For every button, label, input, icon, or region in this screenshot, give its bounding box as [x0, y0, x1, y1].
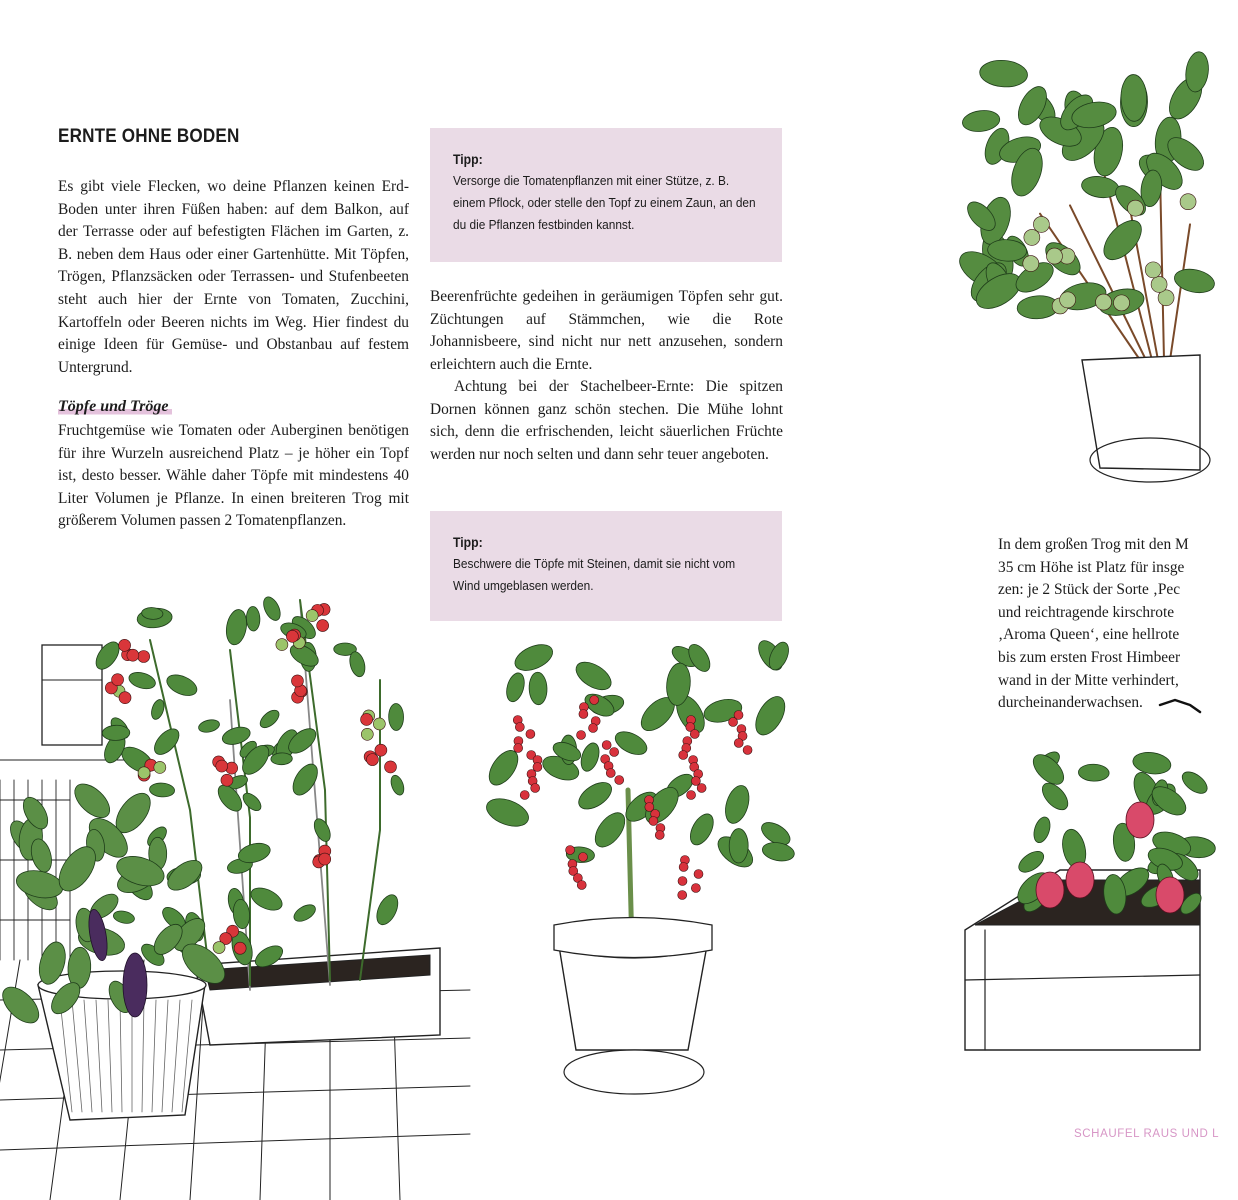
- right-line: durcheinanderwachsen.: [998, 694, 1143, 712]
- fruit: [317, 620, 329, 632]
- leaf: [1131, 750, 1172, 776]
- fruit: [577, 881, 586, 890]
- leaf: [961, 108, 1001, 133]
- right-line: 35 cm Höhe ist Platz für insge: [998, 558, 1185, 576]
- fruit: [610, 748, 619, 757]
- fruit: [577, 731, 586, 740]
- leaf: [686, 810, 718, 848]
- raspberry: [1036, 872, 1064, 908]
- leaf: [1172, 266, 1216, 296]
- right-column-text: [998, 534, 1238, 715]
- section-paragraph: Fruchtgemüse wie Tomaten oder Auberginen benötigen für ihre Wurzeln ausreichend Platz – je höher ein Topf ist, desto besser. Wähle daher Töpfe mit mindestens 40 Liter Volumen je Pflanze. In einen breiteren Trog mit größerem Volumen passen 2 Tomatenpflanzen.: [58, 422, 409, 530]
- fruit: [687, 791, 696, 800]
- tip-box-2-text: Beschwere die Töpfe mit Steinen, damit sie nicht vom Wind umgeblasen werden.: [453, 556, 736, 593]
- tip-box-1-text: Versorge die Tomatenpflanzen mit einer Stütze, z. B. einem Pflock, oder stelle den Topf zu einem Zaun, an den du die Pflanzen festbinden kannst.: [453, 173, 756, 232]
- running-footer: SCHAUFEL RAUS UND L: [1074, 1128, 1220, 1140]
- leaf: [1080, 174, 1120, 200]
- fruit: [690, 730, 699, 739]
- fruit: [514, 744, 523, 753]
- leaf: [979, 59, 1029, 89]
- fruit: [213, 942, 225, 954]
- fruit: [361, 713, 373, 725]
- fruit: [679, 863, 688, 872]
- fruit: [606, 769, 615, 778]
- fruit: [531, 784, 540, 793]
- fruit: [590, 696, 599, 705]
- right-line: ‚Aroma Queen‘, eine hellrote: [998, 626, 1180, 644]
- section-heading: Töpfe und Tröge: [58, 398, 172, 416]
- fruit: [138, 767, 150, 779]
- leaf: [504, 671, 528, 704]
- fruit: [1046, 248, 1062, 264]
- leaf: [721, 783, 753, 827]
- fruit: [291, 675, 303, 687]
- eggplant: [123, 953, 147, 1017]
- tomato-and-eggplant-planters-illustration: [0, 250, 470, 1200]
- fruit: [579, 710, 588, 719]
- leaf: [224, 608, 249, 646]
- section-heading-wrapper: [58, 398, 172, 416]
- fruit: [119, 692, 131, 704]
- fruit: [566, 846, 575, 855]
- fruit: [385, 761, 397, 773]
- fruit: [602, 741, 611, 750]
- leaf: [14, 867, 66, 902]
- fruit: [1180, 194, 1196, 210]
- leaf: [247, 883, 285, 914]
- fruit: [361, 728, 373, 740]
- leaf: [112, 909, 135, 925]
- fruit: [655, 831, 664, 840]
- fruit: [526, 730, 535, 739]
- leaf: [589, 808, 630, 853]
- right-line: In dem großen Trog mit den M: [998, 536, 1189, 553]
- fruit: [515, 723, 524, 732]
- pot-rim: [554, 918, 712, 958]
- fruit: [697, 784, 706, 793]
- leaf: [232, 899, 251, 930]
- redcurrant-standard-pot-illustration: [483, 637, 796, 1094]
- leaf: [578, 741, 603, 774]
- leaf: [288, 760, 322, 799]
- fruit: [138, 651, 150, 663]
- leaf: [761, 840, 796, 863]
- fruit: [375, 744, 387, 756]
- leaf: [149, 782, 175, 797]
- leaf: [1178, 768, 1210, 798]
- stroke: [1170, 224, 1190, 360]
- fruit: [694, 870, 703, 879]
- leaf: [1015, 847, 1047, 876]
- leaf: [1031, 815, 1053, 845]
- leaf: [750, 692, 791, 740]
- stroke: [1160, 172, 1164, 360]
- fruit: [1127, 200, 1143, 216]
- leaf: [246, 606, 260, 631]
- fruit: [1060, 292, 1076, 308]
- leaf: [529, 672, 548, 705]
- leaf: [260, 594, 283, 623]
- fruit: [1145, 262, 1161, 278]
- fruit: [1114, 295, 1130, 311]
- berry-paragraph: Beerenfrüchte gedeihen in geräumigen Töpfen sehr gut. Züchtungen auf Stämmchen, wie die Rote Johannisbeere, sind nicht nur nett anzusehen, sondern erleichtern auch die Ernte.: [430, 288, 783, 373]
- fruit: [1023, 256, 1039, 272]
- fruit: [234, 942, 246, 954]
- stroke: [0, 1134, 470, 1150]
- fruit: [678, 891, 687, 900]
- fruit: [589, 724, 598, 733]
- leaf: [1078, 764, 1109, 782]
- leaf: [257, 707, 282, 731]
- fruit: [1151, 276, 1167, 292]
- leaf: [197, 718, 220, 734]
- fruit: [221, 774, 233, 786]
- fruit: [319, 853, 331, 865]
- leaf: [311, 816, 333, 844]
- fruit: [743, 746, 752, 755]
- fruit: [729, 718, 738, 727]
- leaf: [373, 892, 403, 928]
- leaf: [511, 639, 556, 675]
- raspberry-trough-illustration: [965, 700, 1216, 1050]
- fruit: [679, 751, 688, 760]
- leaf: [150, 725, 184, 759]
- tip-box-1: [430, 128, 782, 262]
- fruit: [373, 718, 385, 730]
- right-line: zen: je 2 Stück der Sorte ‚Pec: [998, 581, 1181, 599]
- fruit: [1096, 294, 1112, 310]
- fruit: [216, 760, 228, 772]
- page-title: ERNTE OHNE BODEN: [58, 126, 240, 147]
- gooseberry-pot-illustration: [953, 50, 1216, 482]
- leaf: [240, 790, 264, 814]
- leaf: [69, 778, 116, 824]
- leaf: [388, 703, 403, 730]
- leaf: [127, 670, 157, 692]
- fruit: [306, 610, 318, 622]
- fruit: [366, 754, 378, 766]
- leaf: [571, 657, 615, 696]
- leaf: [271, 753, 293, 765]
- fruit: [734, 739, 743, 748]
- gooseberry-pot: [1082, 355, 1200, 470]
- fruit: [691, 884, 700, 893]
- fruit: [520, 791, 529, 800]
- fruit: [1024, 229, 1040, 245]
- right-line: bis zum ersten Frost Himbeer: [998, 648, 1181, 666]
- fruit: [286, 630, 298, 642]
- intro-paragraph: Es gibt viele Flecken, wo deine Pflanzen keinen Erd-Boden unter ihren Füßen haben: auf dem Balkon, auf der Terrasse oder auf befestigten Flächen im Garten, z. B. neben dem Haus oder einer Gartenhütte. Mit Töpfen, Trögen, Pflanzsäcken oder Terrassen- und Stufenbeeten steht auch hier der Ernte von Tomaten, Zucchini, Kartoffeln oder Beeren nichts im Weg. Hier findest du einige Ideen für Gemüse- und Obstanbau auf festem Untergrund.: [58, 178, 409, 376]
- leaf: [574, 777, 616, 814]
- raspberry: [1126, 802, 1154, 838]
- tip-box-1-label: Tipp:: [453, 152, 483, 167]
- leaf: [389, 774, 407, 797]
- window: [42, 645, 102, 745]
- fruit: [1033, 216, 1049, 232]
- gooseberry-paragraph: Achtung bei der Stachelbeer-Ernte: Die spitzen Dornen können ganz schön stechen. Die Mühe lohnt sich, denn die erfrischenden, leicht säuerlichen Früchte werden nur noch selten und dann sehr teuer angeboten.: [430, 378, 783, 463]
- fruit: [276, 639, 288, 651]
- fruit: [127, 649, 139, 661]
- fruit: [119, 639, 131, 651]
- leaf: [1097, 214, 1148, 267]
- leaf: [291, 901, 318, 924]
- tip-box-2-label: Tipp:: [453, 535, 483, 550]
- fruit: [154, 761, 166, 773]
- leaf: [729, 829, 748, 864]
- fruit: [579, 853, 588, 862]
- fruit: [112, 674, 124, 686]
- fruit: [615, 776, 624, 785]
- right-line: und reichtragende kirschrote: [998, 603, 1175, 621]
- tip-box-2: [430, 511, 782, 621]
- saucer: [564, 1050, 704, 1094]
- raspberry: [1156, 877, 1184, 913]
- raspberry: [1066, 862, 1094, 898]
- fruit: [678, 877, 687, 886]
- leaf: [164, 671, 200, 700]
- fruit: [649, 817, 658, 826]
- right-line: wand in der Mitte verhindert,: [998, 671, 1179, 689]
